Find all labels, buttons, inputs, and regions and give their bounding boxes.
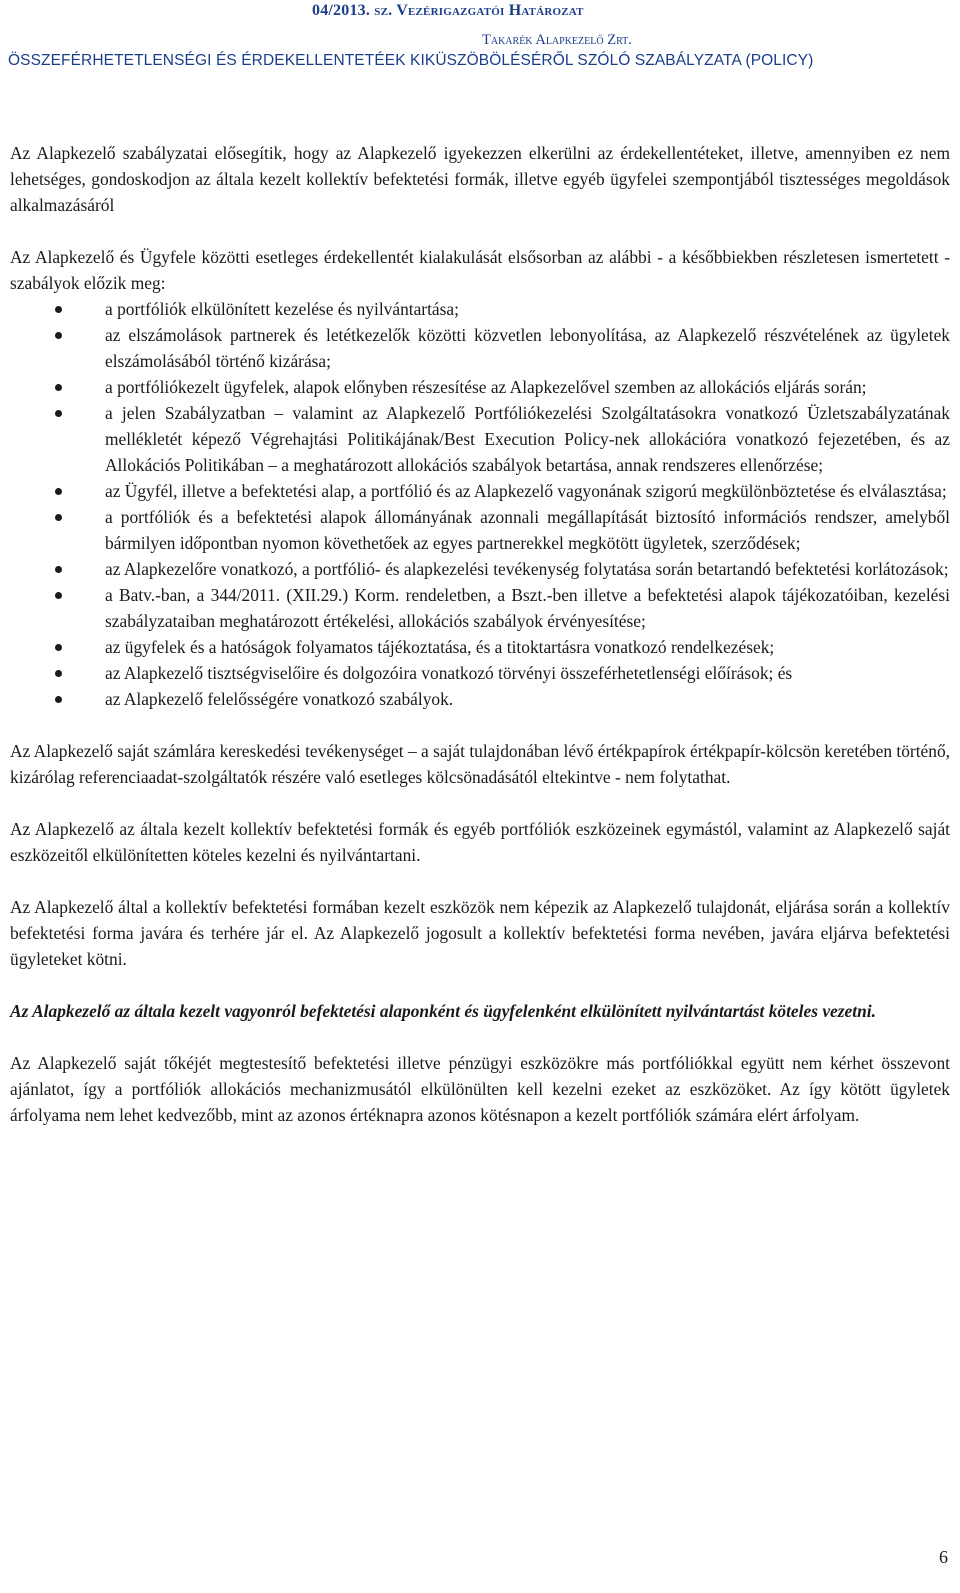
list-item: a portfóliókezelt ügyfelek, alapok előnyben részesítése az Alapkezelővel szemben az allokációs eljárás során; — [10, 374, 950, 400]
list-item: az ügyfelek és a hatóságok folyamatos tájékoztatása, és a titoktartásra vonatkozó rendelkezések; — [10, 634, 950, 660]
policy-title: ÖSSZEFÉRHETETLENSÉGI ÉS ÉRDEKELLENTETÉEK KIKÜSZÖBÖLÉSÉRŐL SZÓLÓ SZABÁLYZATA (POLICY) — [8, 52, 814, 69]
rules-list — [10, 296, 950, 712]
list-item: az Alapkezelő tisztségviselőire és dolgozóira vonatkozó törvényi összeférhetetlenségi előírások; és — [10, 660, 950, 686]
paragraph-record-keeping: Az Alapkezelő az általa kezelt vagyonról befektetési alaponként és ügyfelenként elkülönített nyilvántartást köteles vezetni. — [10, 1001, 876, 1021]
list-item: a jelen Szabályzatban – valamint az Alapkezelő Portfóliókezelési Szolgáltatásokra vonatkozó Üzletszabályzatának mellékletét képező Végrehajtási Politikájának/Best Execution Policy-nek allokációra vonatkozó fejezetében, és az Allokációs Politikában – a meghatározott allokációs szabályok betartása, annak rendszeres ellenőrzése; — [10, 400, 950, 478]
decision-number: 04/2013. sz. Vezérigazgatói Határozat — [312, 2, 584, 19]
paragraph-intro: Az Alapkezelő szabályzatai elősegítik, hogy az Alapkezelő igyekezzen elkerülni az érdekellentéteket, illetve, amennyiben ez nem lehetséges, gondoskodjon az általa kezelt kollektív befektetési formák, illetve egyéb ügyfelei szempontjából tisztességes megoldások alkalmazásáról — [10, 143, 950, 215]
document-body — [10, 140, 950, 1154]
paragraph-own-capital: Az Alapkezelő saját tőkéjét megtestesítő befektetési illetve pénzügyi eszközökre más portfóliókkal együtt nem kérhet összevont ajánlatot, így a portfóliók allokációs mechanizmusától elkülönülten kell kezelni ezeket az eszközöket. Az így kötött ügyletek árfolyama nem lehet kedvezőbb, mint az azonos értéknapra azonos kötésnapon a kezelt portfóliók számára elért árfolyam. — [10, 1053, 950, 1125]
paragraph-own-account: Az Alapkezelő saját számlára kereskedési tevékenységet – a saját tulajdonában lévő értékpapírok értékpapír-kölcsön keretében történő, kizárólag referenciaadat-szolgáltatók részére való esetleges kölcsönadásától eltekintve - nem folytathat. — [10, 741, 950, 787]
company-name: Takarék Alapkezelő Zrt. — [482, 32, 632, 48]
list-item: a portfóliók és a befektetési alapok állományának azonnali megállapítását biztosító információs rendszer, amelyből bármilyen időpontban nyomon követhetőek az egyes partnerekkel megkötött ügyletek, szerződések; — [10, 504, 950, 556]
list-item: az Alapkezelőre vonatkozó, a portfólió- és alapkezelési tevékenység folytatása során betartandó befektetési korlátozások; — [10, 556, 950, 582]
paragraph-ownership: Az Alapkezelő által a kollektív befektetési formában kezelt eszközök nem képezik az Alapkezelő tulajdonát, eljárása során a kollektív befektetési forma javára és terhére jár el. Az Alapkezelő jogosult a kollektív befektetési forma nevében, javára eljárva befektetési ügyleteket kötni. — [10, 897, 950, 969]
paragraph-rules-lead: Az Alapkezelő és Ügyfele közötti esetleges érdekellentét kialakulását elsősorban az alábbi - a későbbiekben részletesen ismertetett - szabályok előzik meg: — [10, 247, 950, 293]
list-item: az elszámolások partnerek és letétkezelők közötti közvetlen lebonyolítása, az Alapkezelő részvételének az ügyletek elszámolásából történő kizárása; — [10, 322, 950, 374]
list-item: a portfóliók elkülönített kezelése és nyilvántartása; — [10, 296, 950, 322]
page-number: 6 — [939, 1547, 948, 1567]
list-item: a Batv.-ban, a 344/2011. (XII.29.) Korm. rendeletben, a Bszt.-ben illetve a befektetési alapok tájékozatóiban, kezelési szabályzataiban meghatározott értékelési, allokációs szabályok érvényesítése; — [10, 582, 950, 634]
paragraph-segregation: Az Alapkezelő az általa kezelt kollektív befektetési formák és egyéb portfóliók eszközeinek egymástól, valamint az Alapkezelő saját eszközeitől elkülönítetten köteles kezelni és nyilvántartani. — [10, 819, 950, 865]
list-item: az Alapkezelő felelősségére vonatkozó szabályok. — [10, 686, 950, 712]
list-item: az Ügyfél, illetve a befektetési alap, a portfólió és az Alapkezelő vagyonának szigorú megkülönböztetése és elválasztása; — [10, 478, 950, 504]
